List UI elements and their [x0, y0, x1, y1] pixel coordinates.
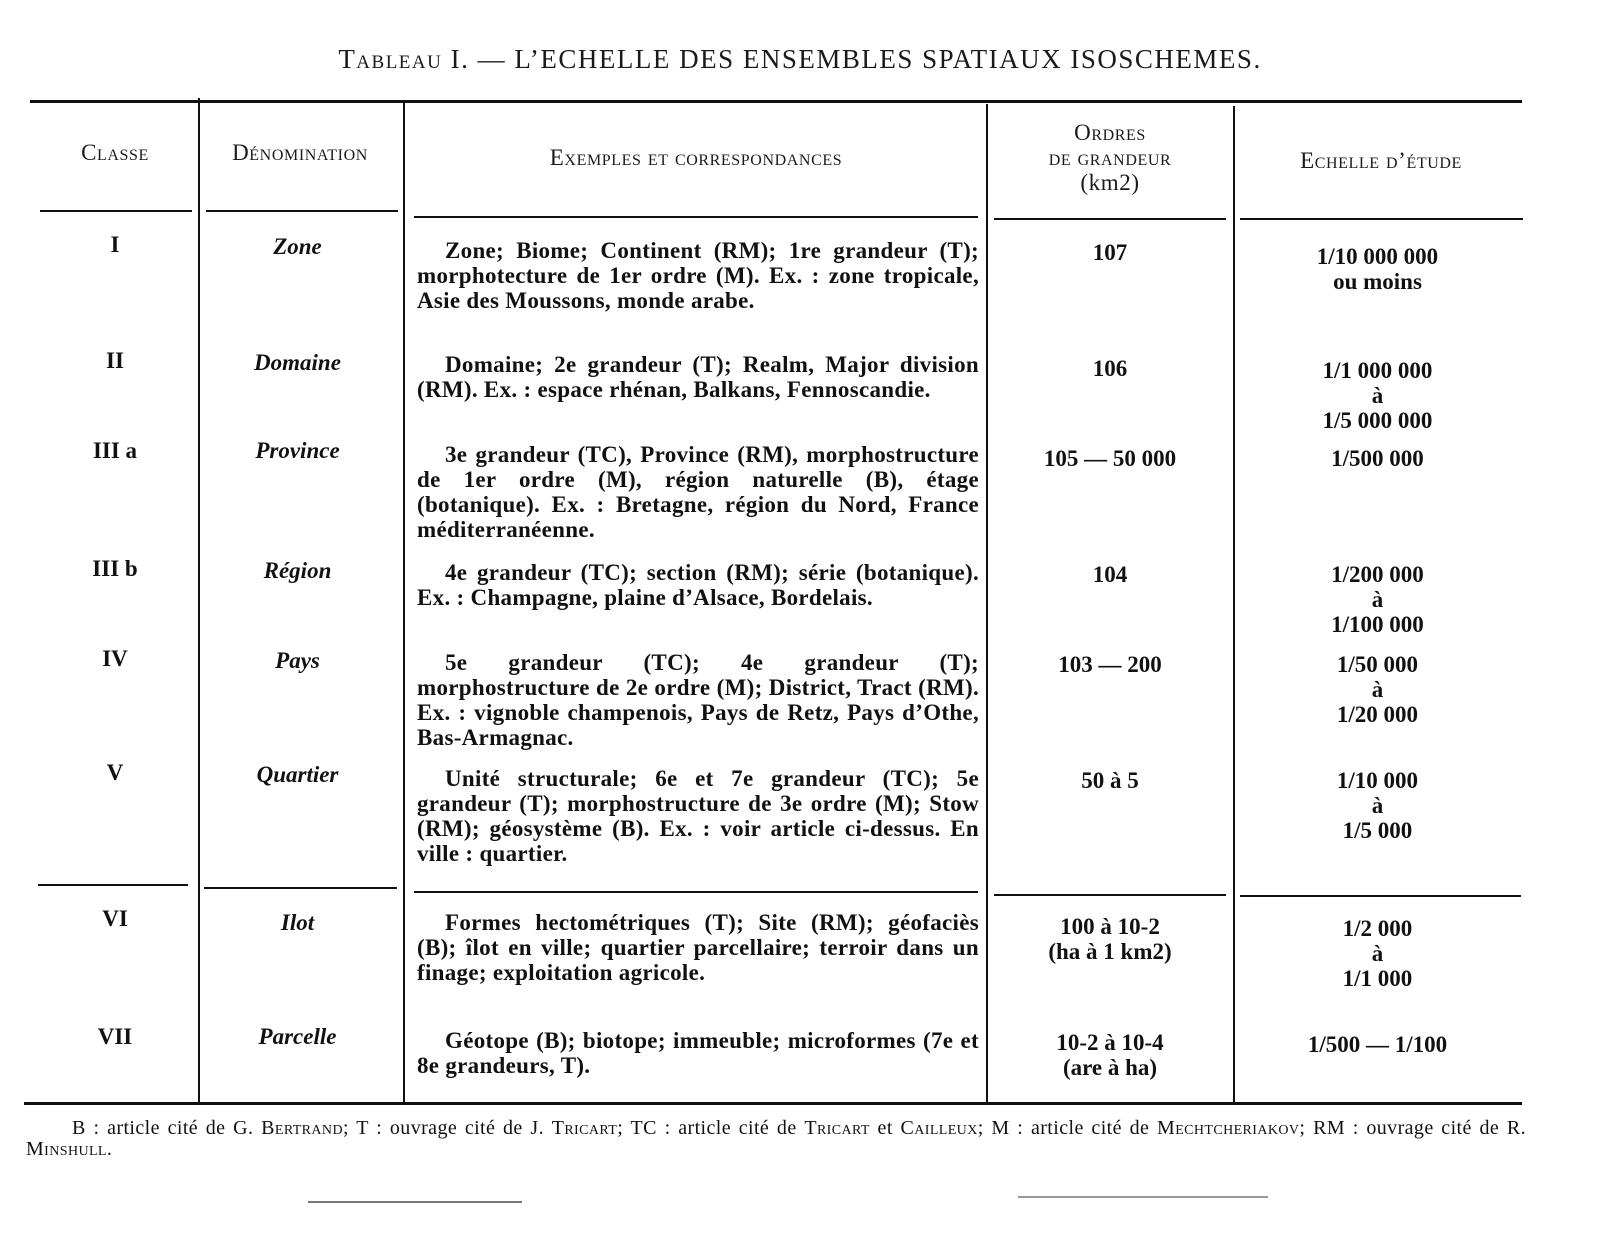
table-number: Tableau I.: [338, 44, 470, 74]
header-denomination: Dénomination: [232, 140, 368, 165]
group-rule-denomination: [204, 887, 397, 889]
header-rule-echelle: [1240, 218, 1523, 220]
row-4-ordre: 103 — 200: [1058, 652, 1162, 677]
column-divider-3: [986, 104, 988, 1102]
author-tricart-2: Tricart: [804, 1117, 870, 1139]
row-3b-echelle: 1/200 000 à 1/100 000: [1331, 562, 1424, 637]
header-classe: Classe: [81, 140, 149, 165]
table-title-text: — L’ECHELLE DES ENSEMBLES SPATIAUX ISOSCHEMES.: [477, 44, 1262, 74]
row-1-ordre: 107: [1092, 240, 1128, 265]
row-6-exemples: Formes hectométriques (T); Site (RM); géofaciès (B); îlot en ville; quartier parcellaire; terroir dans un finage; exploitation agricole.: [417, 910, 979, 985]
row-6-classe: VI: [102, 906, 128, 931]
group-rule-ordres: [994, 894, 1226, 896]
group-rule-exemples: [414, 891, 978, 893]
row-7-ordre: 10-2 à 10-4 (are à ha): [1056, 1030, 1164, 1080]
group-rule-classe: [38, 884, 188, 886]
row-4-classe: IV: [102, 646, 128, 671]
row-4-exemples: 5e grandeur (TC); 4e grandeur (T); morphostructure de 2e ordre (M); District, Tract (RM). Ex. : vignoble champenois, Pays de Retz, Pays d’Othe, Bas-Armagnac.: [417, 650, 979, 750]
row-5-classe: V: [106, 760, 124, 785]
row-3a-echelle: 1/500 000: [1331, 446, 1424, 471]
column-divider-4: [1233, 106, 1235, 1102]
row-1-denomination: Zone: [273, 234, 322, 259]
row-7-classe: VII: [97, 1024, 133, 1049]
row-3b-denomination: Région: [263, 558, 332, 583]
row-6-denomination: Ilot: [280, 910, 315, 935]
row-1-classe: I: [110, 232, 120, 257]
row-2-echelle: 1/1 000 000 à 1/5 000 000: [1322, 358, 1433, 433]
row-5-echelle: 1/10 000 à 1/5 000: [1336, 768, 1419, 843]
row-3b-ordre: 104: [1092, 562, 1128, 587]
row-3a-ordre: 105 — 50 000: [1043, 446, 1177, 471]
header-echelle: Echelle d’étude: [1300, 148, 1462, 173]
header-rule-exemples: [414, 216, 978, 218]
row-5-denomination: Quartier: [256, 762, 339, 787]
group-rule-echelle: [1240, 895, 1521, 897]
header-rule-ordres: [994, 218, 1226, 220]
author-bertrand: Bertrand: [261, 1117, 343, 1139]
row-6-echelle: 1/2 000 à 1/1 000: [1342, 916, 1413, 991]
row-3a-exemples: 3e grandeur (TC), Province (RM), morphostructure de 1er ordre (M), région naturelle (B), étage (botanique). Ex. : Bretagne, région du Nord, France méditerranéenne.: [417, 442, 979, 542]
author-mechtcheriakov: Mechtcheriakov: [1157, 1117, 1300, 1139]
row-1-echelle: 1/10 000 000 ou moins: [1316, 244, 1439, 294]
row-7-echelle: 1/500 — 1/100: [1307, 1032, 1448, 1057]
author-cailleux: Cailleux: [900, 1117, 978, 1139]
row-7-exemples: Géotope (B); biotope; immeuble; microformes (7e et 8e grandeurs, T).: [417, 1028, 979, 1078]
row-5-exemples: Unité structurale; 6e et 7e grandeur (TC); 5e grandeur (T); morphostructure de 3e ordre (M); Stow (RM); géosystème (B). Ex. : voir article ci-dessus. En ville : quartier.: [417, 766, 979, 866]
header-rule-classe: [40, 210, 192, 212]
header-exemples: Exemples et correspondances: [549, 145, 843, 170]
table-title: [0, 44, 1600, 75]
row-4-echelle: 1/50 000 à 1/20 000: [1336, 652, 1419, 727]
header-ordres-line1: Ordres: [1074, 120, 1146, 145]
author-minshull: Minshull: [26, 1138, 107, 1160]
bottom-rule: [24, 1102, 1522, 1105]
row-2-denomination: Domaine: [254, 350, 341, 375]
header-ordres: [990, 120, 1230, 195]
scan-mark-left: [308, 1201, 522, 1203]
row-3a-classe: III a: [92, 438, 138, 463]
row-3a-denomination: Province: [255, 438, 340, 463]
row-7-denomination: Parcelle: [258, 1024, 337, 1049]
top-rule: [30, 100, 1522, 103]
header-ordres-line2: de grandeur: [1048, 145, 1172, 170]
row-2-classe: II: [106, 348, 124, 373]
row-2-ordre: 106: [1092, 356, 1128, 381]
scan-mark-right: [1018, 1196, 1268, 1198]
header-rule-denomination: [206, 210, 398, 212]
row-5-ordre: 50 à 5: [1081, 768, 1139, 793]
row-6-ordre: 100 à 10-2 (ha à 1 km2): [1048, 914, 1172, 964]
row-3b-exemples: 4e grandeur (TC); section (RM); série (botanique). Ex. : Champagne, plaine d’Alsace, Bordelais.: [417, 560, 979, 610]
column-divider-2: [403, 100, 405, 1102]
row-1-exemples: Zone; Biome; Continent (RM); 1re grandeur (T); morphotecture de 1er ordre (M). Ex. : zone tropicale, Asie des Moussons, monde arabe.: [417, 238, 979, 313]
author-tricart: Tricart: [551, 1117, 618, 1139]
footnote: B : article cité de G. Bertrand; T : ouvrage cité de J. Tricart; TC : article cité de Tricart et Cailleux; M : article cité de Mechtcheriakov; RM : ouvrage cité de R. Minshull.: [26, 1117, 1527, 1160]
row-2-exemples: Domaine; 2e grandeur (T); Realm, Major division (RM). Ex. : espace rhénan, Balkans, Fennoscandie.: [417, 352, 979, 402]
header-ordres-line3: (km2): [1080, 170, 1140, 195]
row-4-denomination: Pays: [275, 648, 320, 673]
row-3b-classe: III b: [92, 556, 138, 581]
